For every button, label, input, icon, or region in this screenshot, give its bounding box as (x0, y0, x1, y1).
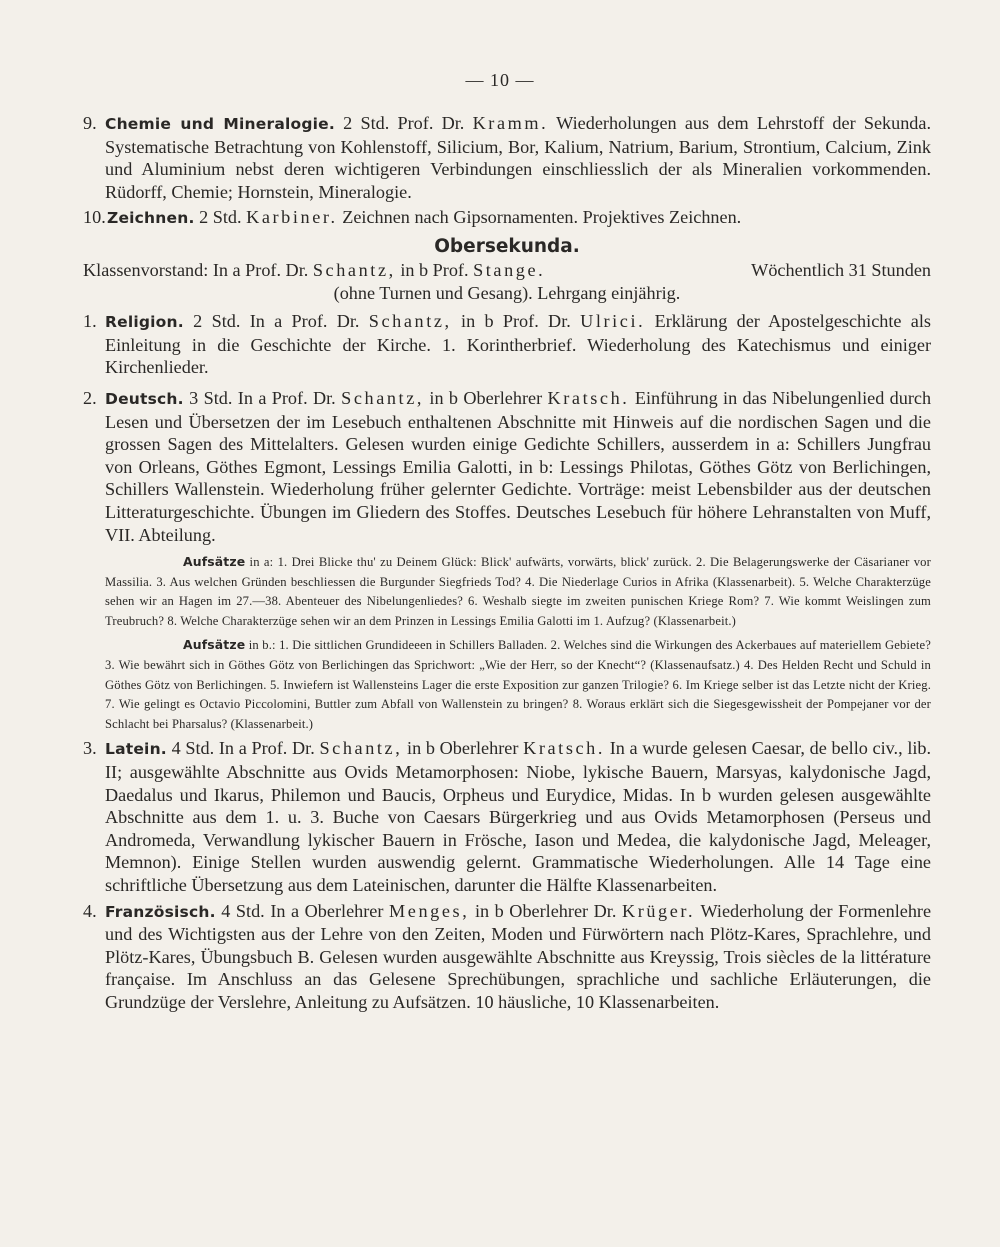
teacher-b: in b Oberlehrer (407, 738, 519, 759)
hours: 3 Std. (189, 387, 233, 408)
teacher-a: In a Oberlehrer (270, 900, 384, 921)
essay-text: 1. Drei Blicke thu' zu Deinem Glück: Blick' aufwärts, vorwärts, blick' zurück. 2. Die Belagerungswerke der Cäsarianer vor Massilia. 3. Aus welchen Gründen beschliessen die Burgunder Siegfrieds Tod? 4. Die Niederlage Curios in Afrika (Klassenarbeit). 5. Welche Charakterzüge sehen wir an Hagen im 27.—38. Abenteuer des Nibelungenliedes? 6. Weshalb siegte im zweiten punischen Kriege Rom? 7. Wie kommt Weislingen zum Treubruch? 8. Welche Charakterzüge sehen wir an dem Prinzen in Lessings Emilia Galotti im 1. Aufzug? (Klassenarbeit.) (105, 555, 931, 628)
hours: 4 Std. (221, 900, 265, 921)
teacher-b-name: Ulrici. (580, 311, 646, 332)
essay-list-b (105, 635, 931, 734)
essay-heading: Aufsätze (183, 554, 246, 570)
vorstand-label: Klassenvorstand: (83, 259, 209, 280)
subject-text: In a wurde gelesen Caesar, de bello civ., lib. II; ausgewählte Abschnitte aus Ovids Metamorphosen: Niobe, lykische Bauern, Marsyas, kalydonische Jagd, Daedalus und Ikarus, Philemon und Baucis, Orpheus und Eurydice, Midas. In b wurden gelesen ausgewählte Abschnitte aus dem 1. u. 3. Buche von Caesars Bürgerkrieg und aus Ovids Metamorphosen (Perseus und Andromeda, Verwandlung lykischer Bauern in Frösche, Iason und Medea, die kalydonische Jagd, Meleager, Memnon). Einige Stellen wurden auswendig gelernt. Grammatische Wiederholungen. Alle 14 Tage eine schriftliche Übersetzung aus dem Lateinischen, darunter die Hälfte Klassenarbeiten. (105, 738, 932, 895)
essay-prefix: in b.: (248, 638, 276, 653)
subject-heading: Deutsch. (105, 389, 184, 408)
teacher-a-name: Schantz, (319, 738, 403, 759)
item-number: 1. (83, 311, 97, 332)
teacher-b-name: Kratsch. (523, 738, 606, 759)
teacher-a: In a Prof. Dr. (218, 738, 315, 759)
item-number: 10. (83, 207, 106, 228)
item-number: 9. (83, 113, 97, 133)
teacher-name: Karbiner. (246, 207, 338, 228)
subject-heading: Französisch. (105, 902, 216, 921)
subject-heading: Zeichnen. (107, 209, 195, 228)
subject-religion (83, 310, 931, 379)
item-number: 3. (83, 738, 97, 759)
essay-text: 1. Die sittlichen Grundideeen in Schillers Balladen. 2. Welches sind die Wirkungen des Ackerbaues auf materiellem Gebiete? 3. Wie bewährt sich in Göthes Götz von Berlichingen das Sprichwort: „Wie der Herr, so der Knecht“? (Klassenaufsatz.) 4. Des Helden Recht und Schuld in Göthes Götz von Berlichingen. 5. Inwiefern ist Wallensteins Lager die erste Exposition zur ganzen Trilogie? 6. Im Kriege selber ist das Letzte nicht der Krieg. 7. Wie gelingt es Octavio Piccolomini, Buttler zum Abfall von Wallenstein zu bringen? 8. Woraus erklärt sich die Siegesgewissheit der Pompejaner vor der Schlacht bei Pharsalus? (Klassenarbeit.) (105, 638, 931, 731)
teacher-name: Kramm. (472, 113, 549, 133)
page-number: — 10 — (465, 70, 535, 90)
teacher-title: Prof. Dr. (397, 113, 465, 133)
subject-franzoesisch (83, 900, 931, 1014)
teacher-b-name: Krüger. (621, 900, 696, 921)
item-number: 2. (83, 387, 97, 408)
teacher-b-name: Kratsch. (547, 387, 630, 408)
essay-list-a (105, 552, 931, 631)
subject-text: Wiederholungen aus dem Lehrstoff der Sekunda. Systematische Betrachtung von Kohlenstoff, Silicium, Bor, Kalium, Natrium, Barium, Strontium, Calcium, Zink und Aluminium nebst deren wichtigeren Verbindungen einschliesslich der als Mineralien vorkommenden. Rüdorff, Chemie; Hornstein, Mineralogie. (105, 113, 932, 202)
essay-prefix: in a: (249, 555, 274, 570)
item-number: 4. (83, 900, 97, 921)
subject-text: Erklärung der Apostelgeschichte als Einleitung in die Geschichte der Kirche. 1. Korintherbrief. Wiederholung des Katechismus und einiger Kirchenlieder. (105, 311, 932, 378)
hours: 2 Std. (343, 113, 390, 133)
teacher-b: in b Oberlehrer (429, 387, 543, 408)
subject-text: Wiederholung der Formenlehre und des Wichtigsten aus der Lehre von den Zeiten, Moden und Fürwörtern nach Plötz-Kares, Sprachlehre, und Plötz-Kares, Übungsbuch B. Gelesen wurden ausgewählte Abschnitte aus Kreyssig, Trois siècles de la littérature française. Im Anschluss an das Gelesene Sprechübungen, sprachliche und sachliche Erläuterungen, die Grundzüge der Verslehre, Anleitung zu Aufsätzen. 10 häusliche, 10 Klassenarbeiten. (105, 900, 932, 1012)
page-content (83, 112, 931, 1014)
teacher-a-name: Menges, (389, 900, 470, 921)
teacher-a-name: Schantz, (341, 387, 425, 408)
class-header (83, 259, 931, 304)
subject-deutsch (83, 387, 931, 546)
vorstand-b: in b Prof. (400, 259, 469, 280)
teacher-b: in b Prof. Dr. (461, 311, 571, 332)
subject-heading: Religion. (105, 313, 184, 332)
vorstand-b-name: Stange. (473, 259, 546, 280)
teacher-a: In a Prof. Dr. (237, 387, 336, 408)
subject-heading: Latein. (105, 740, 167, 759)
section-title: Obersekunda. (434, 235, 580, 257)
subject-latein (83, 737, 931, 896)
vorstand-a: In a Prof. Dr. (212, 259, 309, 280)
subject-heading: Chemie und Mineralogie. (105, 115, 335, 133)
subject-zeichnen (83, 206, 931, 230)
teacher-a-name: Schantz, (368, 311, 452, 332)
essay-heading: Aufsätze (183, 637, 246, 653)
hours: 2 Std. (199, 207, 242, 228)
subject-text: Einführung in das Nibelungenlied durch Lesen und Übersetzen der im Lesebuch enthaltenen Abschnitte mit Hinweis auf die nordischen Sagen und die grossen Sagen des Mittelalters. Gelesen wurden einige Gedichte Schillers, ausserdem in a: Schillers Jungfrau von Orleans, Göthes Egmont, Lessings Emilia Galotti, in b: Lessings Philotas, Göthes Götz von Berlichingen, Schillers Wallenstein. Wiederholung früher gelernter Gedichte. Vorträge: meist Lebensbilder aus der deutschen Litteraturgeschichte. Übungen im Gliedern des Stoffes. Deutsches Lesebuch für höhere Lehranstalten von Muff, VII. Abteilung. (105, 387, 932, 545)
subject-chemie (83, 112, 931, 203)
vorstand-a-name: Schantz, (312, 259, 396, 280)
hours-note: (ohne Turnen und Gesang). Lehrgang einjährig. (333, 282, 681, 303)
hours: 2 Std. (193, 311, 241, 332)
teacher-b: in b Oberlehrer Dr. (474, 900, 617, 921)
subject-text: Zeichnen nach Gipsornamenten. Projektives Zeichnen. (342, 207, 742, 228)
hours: 4 Std. (171, 738, 215, 759)
weekly-hours: Wöchentlich 31 Stunden (751, 259, 931, 280)
teacher-a: In a Prof. Dr. (249, 311, 360, 332)
